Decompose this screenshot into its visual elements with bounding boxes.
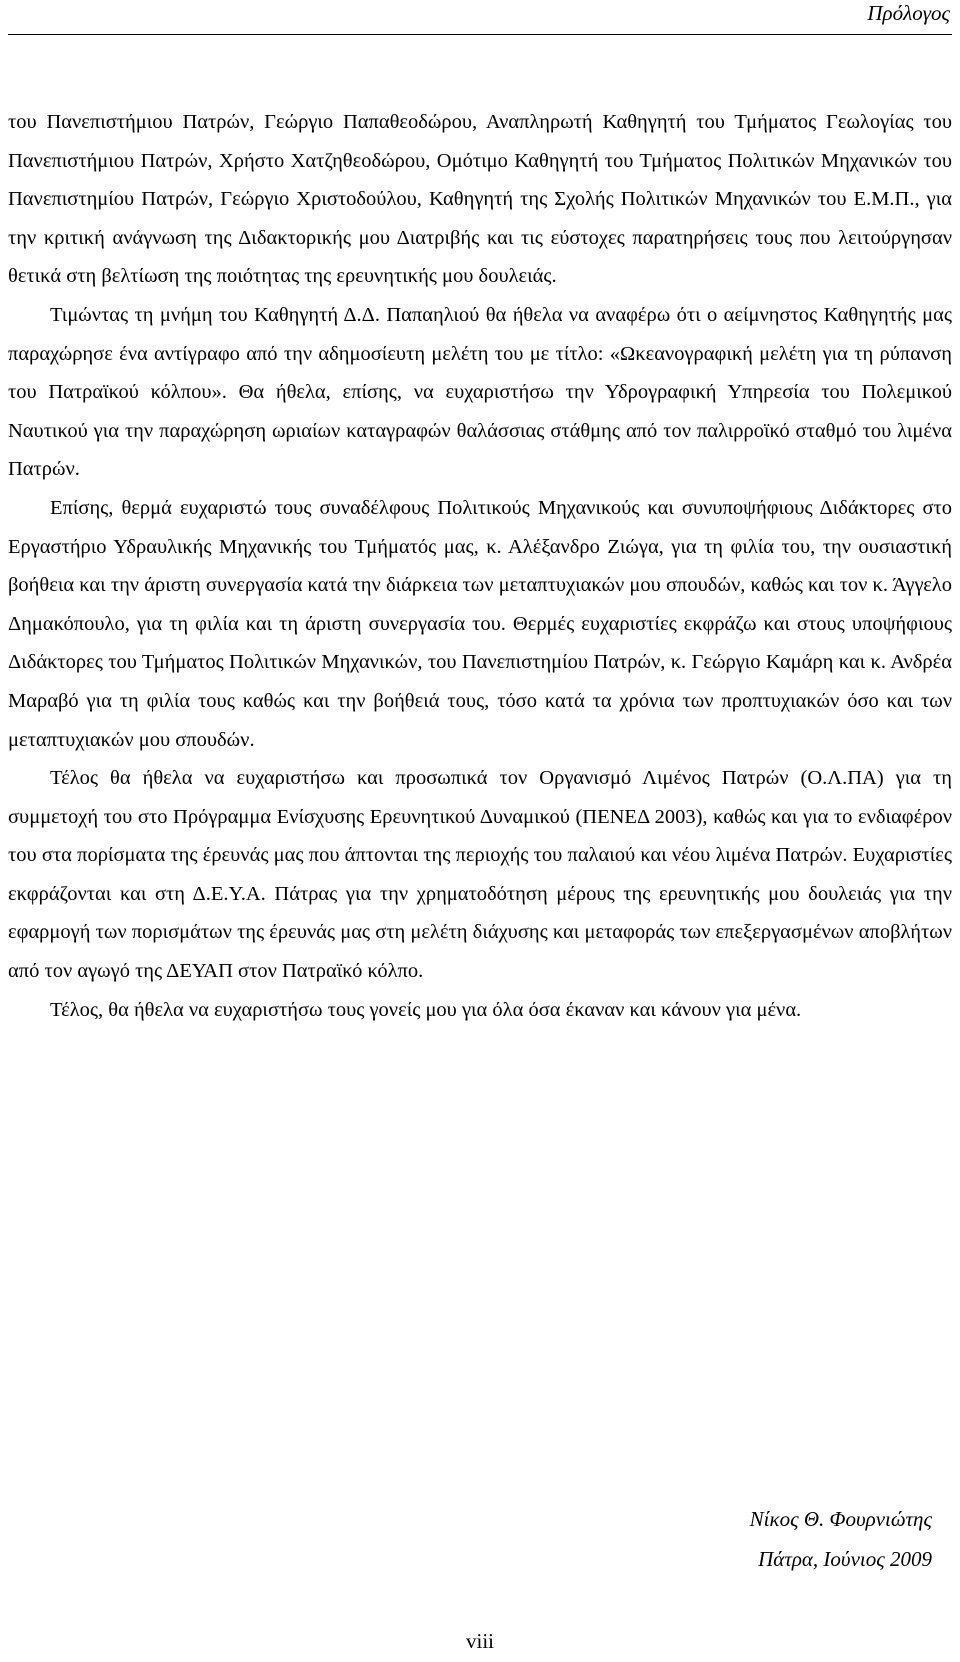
page-number: viii <box>465 1629 494 1653</box>
paragraph-acknowledgement-colleagues: Επίσης, θερμά ευχαριστώ τους συναδέλφους Πολιτικούς Μηχανικούς και συνυποψήφιους Διδάκτορες στο Εργαστήριο Υδραυλικής Μηχανικής του Τμήματός μας, κ. Αλέξανδρο Ζιώγα, για τη φιλία του, την ουσιαστική βοήθεια και την άριστη συνεργασία κατά την διάρκεια των μεταπτυχιακών μου σπουδών, καθώς και τον κ. Άγγελο Δημακόπουλο, για τη φιλία και τη άριστη συνεργασία του. Θερμές ευχαριστίες εκφράζω και στους υποψήφιους Διδάκτορες του Τμήματος Πολιτικών Μηχανικών, του Πανεπιστημίου Πατρών, κ. Γεώργιο Καμάρη και κ. Ανδρέα Μαραβό για τη φιλία τους καθώς και την βοήθειά τους, τόσο κατά τα χρόνια των προπτυχιακών όσο και των μεταπτυχιακών μου σπουδών. <box>8 496 952 751</box>
signature-place-date: Πάτρα, Ιούνιος 2009 <box>758 1547 932 1571</box>
paragraph-acknowledgement-papailiou: Τιμώντας τη μνήμη του Καθηγητή Δ.Δ. Παπαηλιού θα ήθελα να αναφέρω ότι ο αείμνηστος Καθηγητής μας παραχώρησε ένα αντίγραφο από την αδημοσίευτη μελέτη του με τίτλο: «Ωκεανογραφική μελέτη για τη ρύπανση του Πατραϊκού κόλπου». Θα ήθελα, επίσης, να ευχαριστήσω την Υδρογραφική Υπηρεσία του Πολεμικού Ναυτικού για την παραχώρηση ωριαίων καταγραφών θαλάσσιας στάθμης από τον παλιρροϊκό σταθμό του λιμένα Πατρών. <box>8 303 952 481</box>
paragraph-acknowledgement-committee: του Πανεπιστήμιου Πατρών, Γεώργιο Παπαθεοδώρου, Αναπληρωτή Καθηγητή του Τμήματος Γεωλογίας του Πανεπιστήμιου Πατρών, Χρήστο Χατζηθεοδώρου, Ομότιμο Καθηγητή του Τμήματος Πολιτικών Μηχανικών του Πανεπιστημίου Πατρών, Γεώργιο Χριστοδούλου, Καθηγητή της Σχολής Πολιτικών Μηχανικών του Ε.Μ.Π., για την κριτική ανάγνωση της Διδακτορικής μου Διατριβής και τις εύστοχες παρατηρήσεις τους που λειτούργησαν θετικά στη βελτίωση της ποιότητας της ερευνητικής μου δουλειάς. <box>8 111 952 288</box>
signature-block <box>750 1499 932 1579</box>
signature-name: Νίκος Θ. Φουρνιώτης <box>749 1507 932 1531</box>
running-header-title: Πρόλογος <box>867 1 950 25</box>
page-header <box>0 0 960 36</box>
paragraph-acknowledgement-port-authority: Τέλος θα ήθελα να ευχαριστήσω και προσωπικά τον Οργανισμό Λιμένος Πατρών (Ο.Λ.ΠΑ) για τη συμμετοχή του στο Πρόγραμμα Ενίσχυσης Ερευνητικού Δυναμικού (ΠΕΝΕΔ 2003), καθώς και για το ενδιαφέρον του στα πορίσματα της έρευνάς μας που άπτονται της περιοχής του παλαιού και νέου λιμένα Πατρών. Ευχαριστίες εκφράζονται και στη Δ.Ε.Υ.Α. Πάτρας για την χρηματοδότηση μέρους της ερευνητικής μου δουλειάς για την εφαρμογή των πορισμάτων της έρευνάς μας στη μελέτη διάχυσης και μεταφοράς των επεξεργασμένων αποβλήτων από τον αγωγό της ΔΕΥΑΠ στον Πατραϊκό κόλπο. <box>8 767 952 983</box>
paragraph-acknowledgement-parents: Τέλος, θα ήθελα να ευχαριστήσω τους γονείς μου για όλα όσα έκαναν και κάνουν για μένα. <box>50 998 802 1021</box>
document-body <box>8 103 952 1029</box>
header-rule <box>8 34 952 35</box>
